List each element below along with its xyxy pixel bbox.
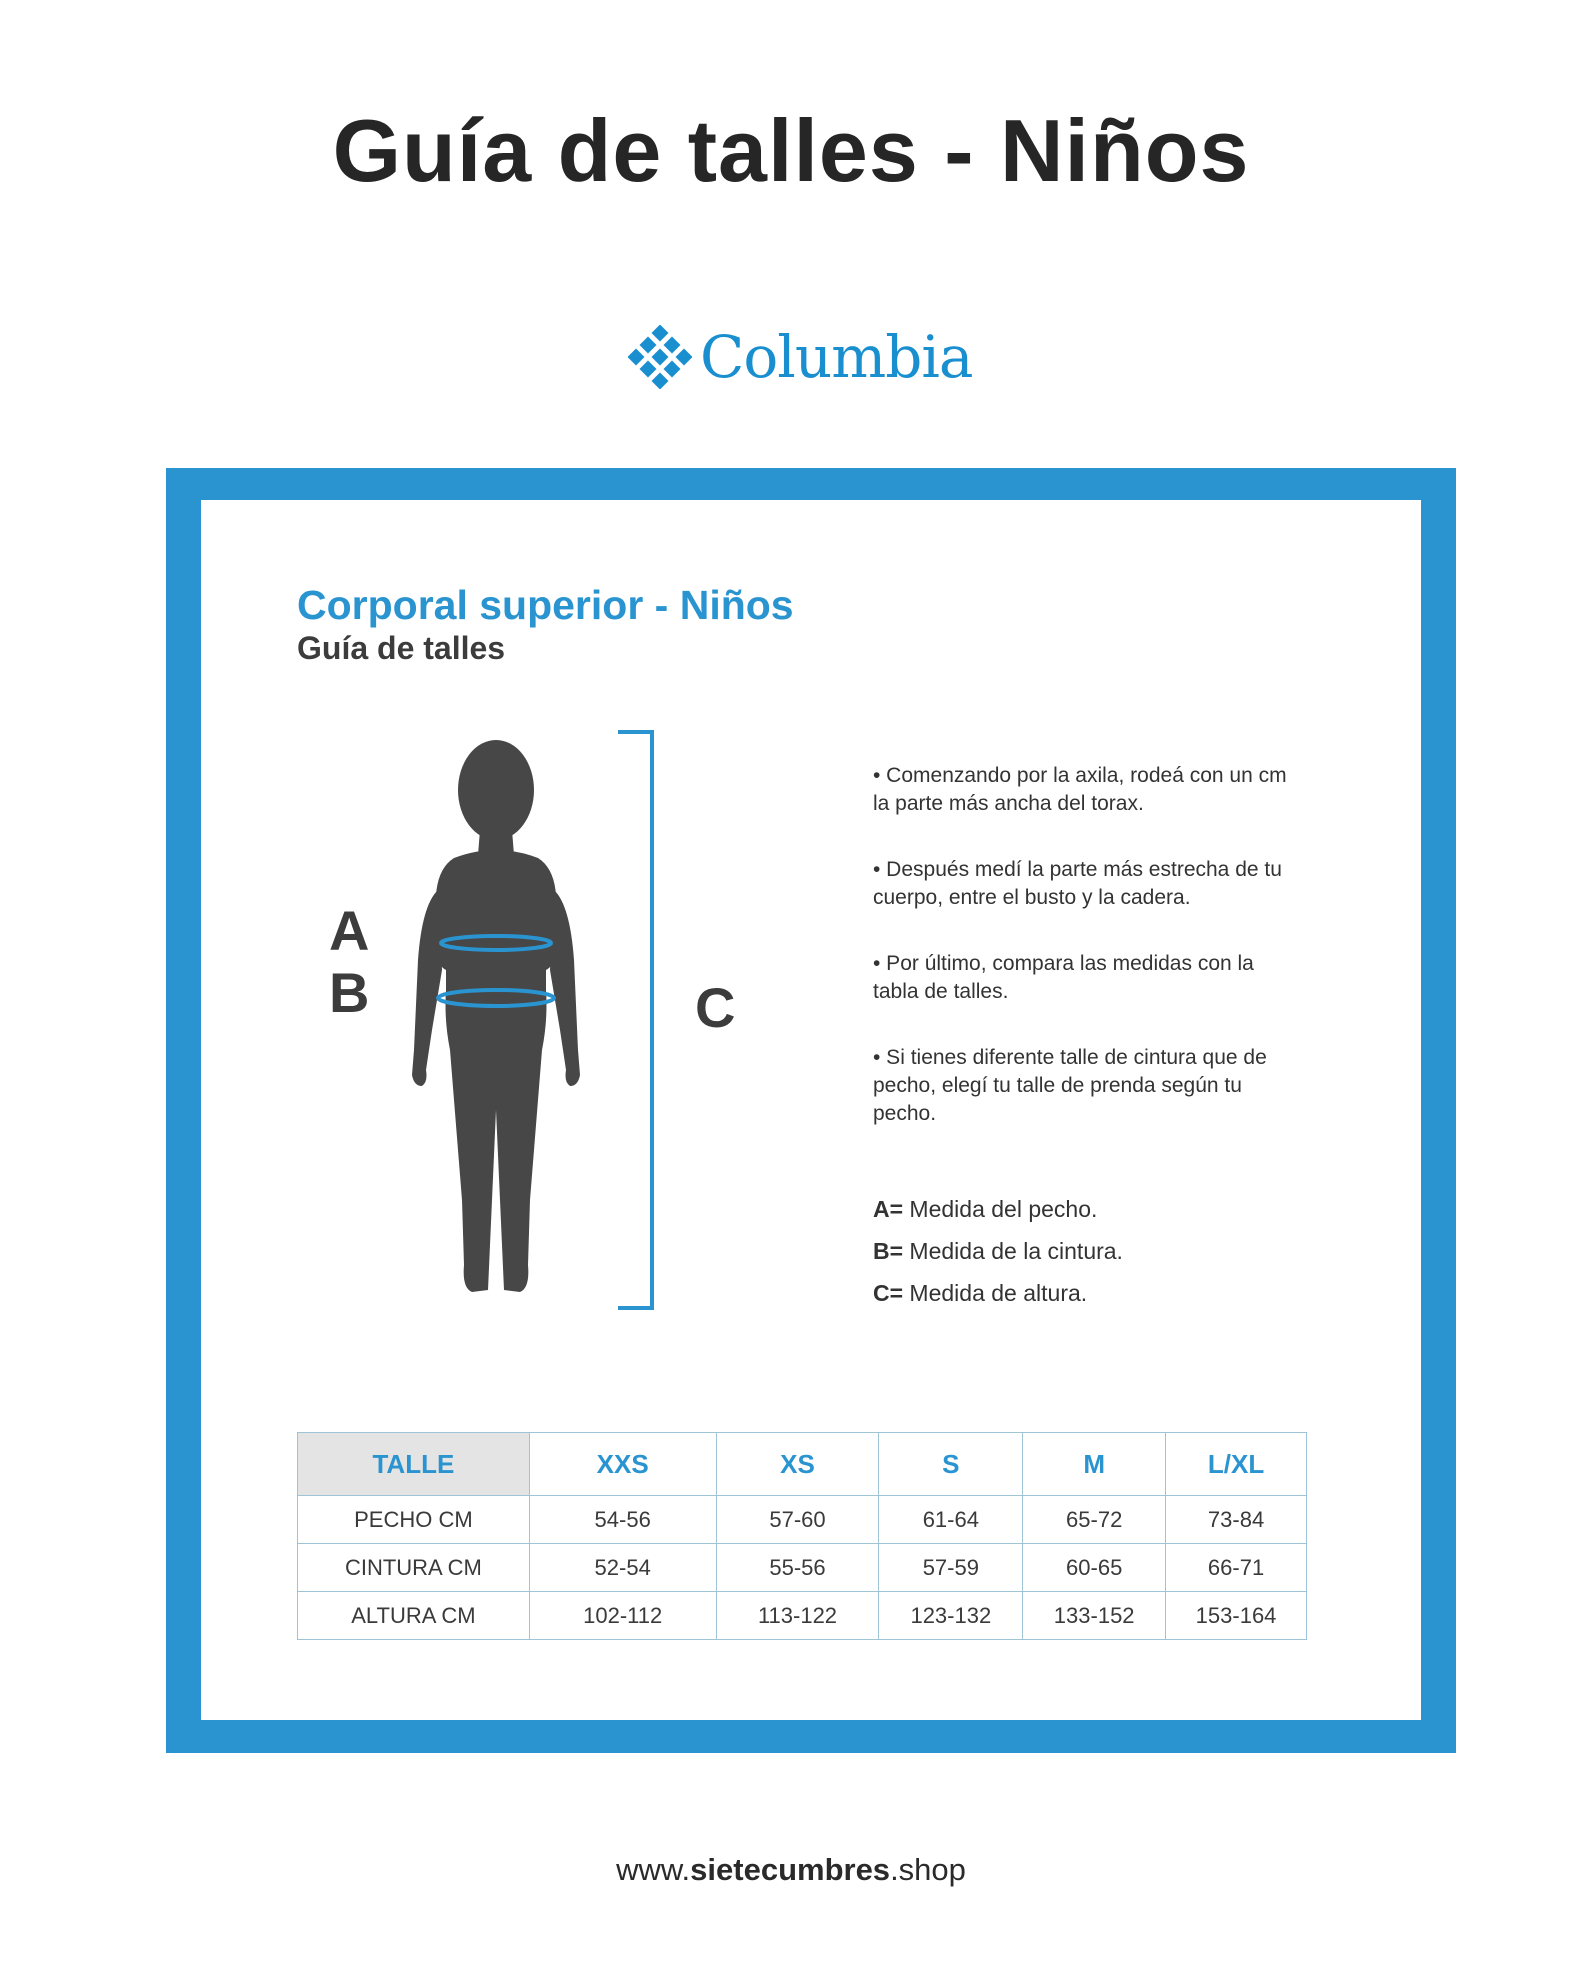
table-row	[298, 1544, 1307, 1592]
columbia-diamond-icon	[628, 325, 692, 389]
label-c: C	[695, 976, 736, 1039]
table-cell: ALTURA CM	[298, 1592, 530, 1640]
table-cell: 133-152	[1023, 1592, 1166, 1640]
table-cell: CINTURA CM	[298, 1544, 530, 1592]
label-b: B	[329, 961, 370, 1024]
instruction-item: • Si tienes diferente talle de cintura que de pecho, elegí tu talle de prenda según tu pecho.	[873, 1046, 1267, 1125]
table-cell: 54-56	[529, 1496, 716, 1544]
table-cell: 60-65	[1023, 1544, 1166, 1592]
instructions	[873, 762, 1303, 1166]
table-cell: 52-54	[529, 1544, 716, 1592]
table-row	[298, 1496, 1307, 1544]
table-cell: 61-64	[879, 1496, 1023, 1544]
table-cell: 113-122	[716, 1592, 879, 1640]
table-cell: 102-112	[529, 1592, 716, 1640]
card-subtitle: Guía de talles	[297, 630, 506, 666]
table-header-cell: XS	[716, 1433, 879, 1496]
table-cell: 73-84	[1166, 1496, 1307, 1544]
brand-logo	[628, 322, 972, 392]
instruction-item: • Comenzando por la axila, rodeá con un cm la parte más ancha del torax.	[873, 764, 1287, 815]
legend-item	[873, 1279, 1123, 1307]
legend-key: B=	[873, 1238, 904, 1264]
table-header-row	[298, 1433, 1307, 1496]
table-cell: 57-60	[716, 1496, 879, 1544]
table-header-cell: TALLE	[298, 1433, 530, 1496]
footer-url-suffix: .shop	[890, 1852, 966, 1887]
brand-wordmark: Columbia	[700, 323, 973, 391]
footer-url[interactable]	[0, 1852, 1582, 1888]
instruction-item: • Por último, compara las medidas con la tabla de talles.	[873, 952, 1254, 1003]
footer-url-domain: sietecumbres	[690, 1852, 891, 1887]
table-cell: 65-72	[1023, 1496, 1166, 1544]
page-title: Guía de talles - Niños	[332, 101, 1250, 200]
legend-key: A=	[873, 1196, 904, 1222]
legend-item	[873, 1195, 1123, 1223]
table-cell: 57-59	[879, 1544, 1023, 1592]
child-silhouette-icon	[396, 730, 596, 1310]
table-cell: PECHO CM	[298, 1496, 530, 1544]
measurement-legend	[873, 1195, 1123, 1321]
table-header-cell: M	[1023, 1433, 1166, 1496]
size-table	[297, 1432, 1307, 1640]
footer-url-prefix: www.	[616, 1852, 691, 1887]
table-row	[298, 1592, 1307, 1640]
legend-item	[873, 1237, 1123, 1265]
table-header-cell: S	[879, 1433, 1023, 1496]
table-cell: 66-71	[1166, 1544, 1307, 1592]
instruction-item: • Después medí la parte más estrecha de tu cuerpo, entre el busto y la cadera.	[873, 858, 1282, 909]
legend-text: Medida de altura.	[903, 1280, 1088, 1306]
table-cell: 123-132	[879, 1592, 1023, 1640]
legend-key: C=	[873, 1280, 904, 1306]
card-title: Corporal superior - Niños	[297, 582, 794, 628]
height-bracket	[616, 730, 656, 1310]
legend-text: Medida del pecho.	[903, 1196, 1098, 1222]
table-cell: 153-164	[1166, 1592, 1307, 1640]
size-guide-frame	[166, 468, 1456, 1753]
table-header-cell: L/XL	[1166, 1433, 1307, 1496]
table-cell: 55-56	[716, 1544, 879, 1592]
table-header-cell: XXS	[529, 1433, 716, 1496]
label-a: A	[329, 899, 370, 962]
size-guide-card	[201, 500, 1421, 1720]
legend-text: Medida de la cintura.	[903, 1238, 1123, 1264]
